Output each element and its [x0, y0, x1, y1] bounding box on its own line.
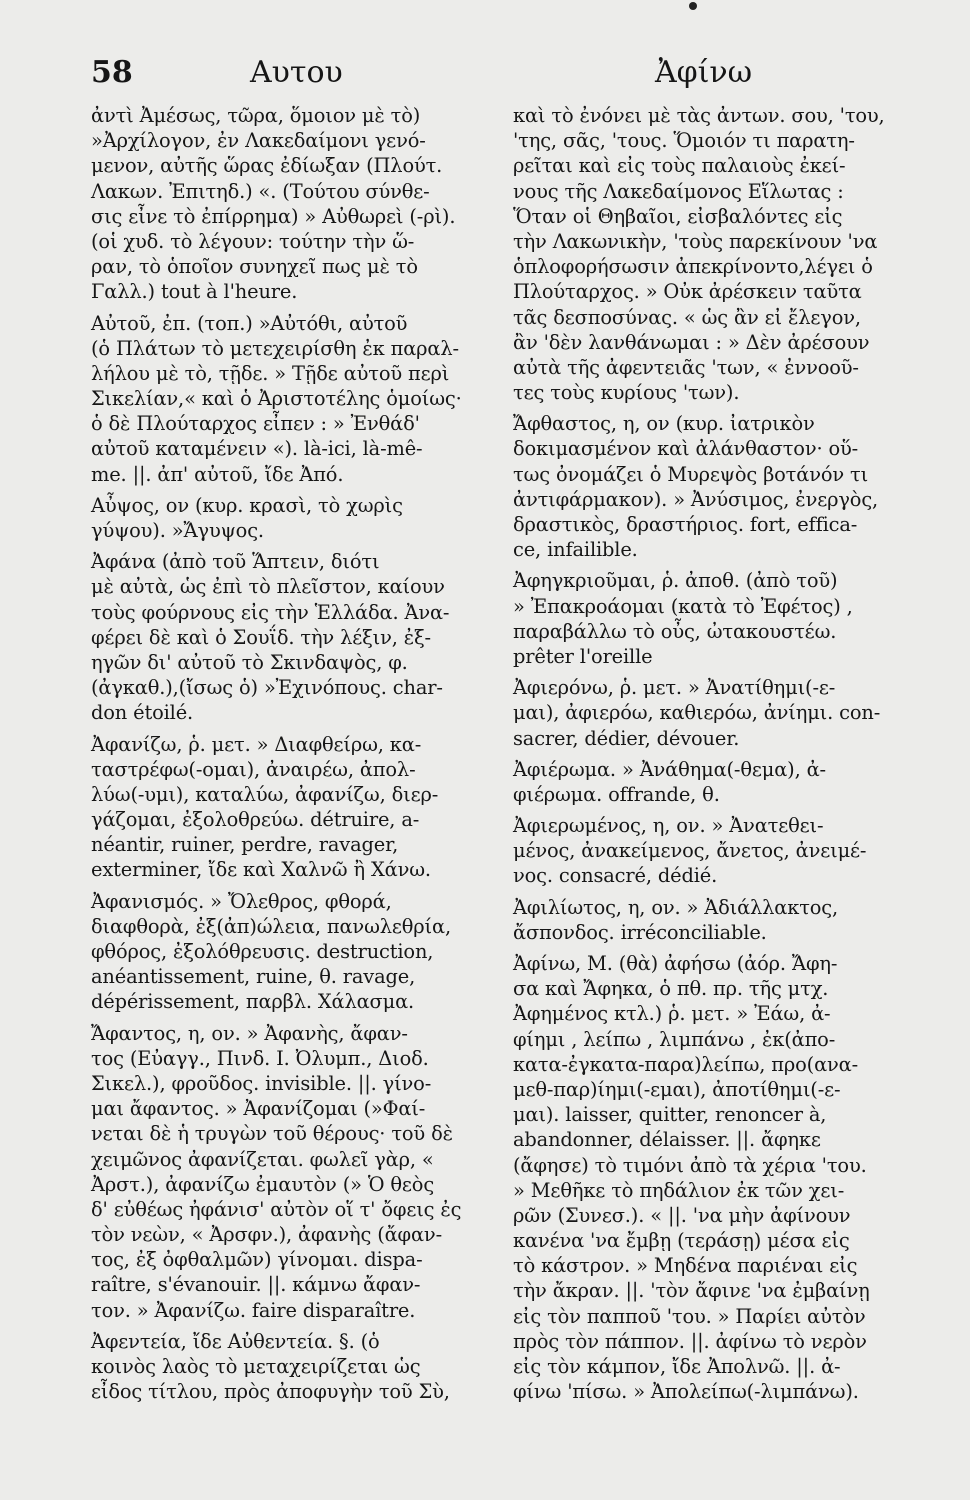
text-line: Γαλλ.) tout à l'heure. — [91, 280, 298, 304]
text-line: εἰς τὸν παπποῦ 'του. » Παρίει αὐτὸν — [513, 1304, 866, 1328]
text-line: κατα-ἐγκατα-παρα)λείπω, προ(ανα- — [513, 1052, 858, 1076]
text-line: τος (Εὐαγγ., Πινδ. Ι. Ὀλυμπ., Διοδ. — [91, 1046, 429, 1070]
text-line: ὁπλοφορήσωσιν ἀπεκρίνοντο,λέγει ὁ — [513, 255, 873, 279]
text-line: νους τῆς Λακεδαίμονος Εἵλωτας : — [513, 179, 844, 203]
text-line: néantir, ruiner, perdre, ravager, — [91, 833, 399, 857]
text-line: λήλου μὲ τὸ, τῇδε. » Τῇδε αὐτοῦ περὶ — [91, 361, 450, 385]
text-line: σα καὶ Ἄφηκα, ὁ πθ. πρ. τῆς μτχ. — [513, 977, 829, 1001]
text-line: abandonner, délaisser. ||. ἄφηκε — [513, 1128, 821, 1152]
text-line: τὴν Λακωνικὴν, 'τοὺς παρεκίνουν 'να — [513, 229, 878, 253]
text-line: τως ὀνομάζει ὁ Μυρεψὸς βοτάνόν τι — [513, 462, 869, 486]
text-line: τᾶς δεσποσύνας. « ὡς ἂν εἰ ἔλεγον, — [513, 305, 861, 329]
text-line: εἶδος τίτλου, πρὸς ἀποφυγὴν τοῦ Σὺ, — [91, 1380, 450, 1404]
text-line: δ' εὐθέως ἠφάνισ' αὐτὸν οἵ τ' ὄφεις ἐς — [91, 1197, 462, 1221]
page-number: 58 — [91, 55, 133, 90]
text-line: prêter l'oreille — [513, 644, 653, 668]
text-line: Ὅταν οἱ Θηβαῖοι, εἰσβαλόντες εἰς — [513, 204, 843, 228]
text-line: τες τοὺς κυρίους 'των). — [513, 381, 740, 405]
text-line: φιέρωμα. offrande, θ. — [513, 782, 720, 806]
text-line: τος, ἐξ ὀφθαλμῶν) γίνομαι. dispa- — [91, 1248, 423, 1272]
text-line: νος. consacré, dédié. — [513, 864, 718, 888]
text-line: κοινὸς λαὸς τὸ μεταχειρίζεται ὡς — [91, 1355, 421, 1378]
text-line: »Ἀρχίλογον, ἐν Λακεδαίμονι γενό- — [91, 129, 426, 153]
text-line: τὸν νεὼν, « Ἀρσφν.), ἀφανὴς (ἄφαν- — [91, 1223, 442, 1247]
text-line: τὸ κάστρον. » Μηδένα παριέναι εἰς — [513, 1254, 858, 1278]
text-line: ταστρέφω(-ομαι), ἀναιρέω, ἀπολ- — [91, 757, 416, 781]
text-line: μένος, ἀνακείμενος, ἄνετος, ἀνειμέ- — [513, 839, 867, 863]
right-column — [513, 103, 931, 1404]
text-line: raître, s'évanouir. ||. κάμνω ἄφαν- — [91, 1273, 421, 1297]
text-line: μενον, αὐτῆς ὥρας ἐδίωξαν (Πλούτ. — [91, 154, 443, 178]
text-line: κανένα 'να ἔμβῃ (τεράσῃ) μέσα εἰς — [513, 1229, 850, 1253]
text-line: ραν, τὸ ὁποῖον συνηχεῖ πως μὲ τὸ — [91, 255, 418, 279]
text-line: τοὺς φούρνους εἰς τὴν Ἑλλάδα. Ἀνα- — [91, 600, 450, 624]
text-line: Ἀφημένος κτλ.) ῥ. μετ. » Ἐάω, ἀ- — [513, 1002, 831, 1026]
text-line: 'της, σᾶς, 'τους. Ὅμοιόν τι παρατη- — [513, 129, 855, 153]
text-line: ἂν 'δὲν λανθάνωμαι : » Δὲν ἀρέσουν — [513, 330, 870, 354]
text-line: ἀντὶ Ἀμέσως, τῶρα, ὅμοιον μὲ τὸ) — [91, 104, 421, 127]
text-line: Ἄφαντος, η, ον. » Ἀφανὴς, ἄφαν- — [91, 1021, 408, 1045]
text-line: ἀντιφάρμακον). » Ἀνύσιμος, ἐνεργὸς, — [513, 487, 879, 511]
text-line: » Ἐπακροάομαι (κατὰ τὸ Ἐφέτος) , — [513, 594, 853, 618]
text-line: dépérissement, παρβλ. Χάλασμα. — [91, 990, 415, 1014]
text-line: ρεῖται καὶ εἰς τοὺς παλαιοὺς ἐκεί- — [513, 154, 846, 178]
text-line: anéantissement, ruine, θ. ravage, — [91, 965, 416, 989]
text-line: ρῶν (Συνεσ.). « ||. 'να μὴν ἀφίνουν — [513, 1203, 851, 1227]
text-line: Ἀφιερωμένος, η, ον. » Ἀνατεθει- — [513, 814, 824, 838]
text-line: πρὸς τὸν πάππον. ||. ἀφίνω τὸ νερὸν — [513, 1329, 867, 1353]
text-line: ἄσπονδος. irréconciliable. — [513, 920, 767, 944]
text-line: ce, infailible. — [513, 538, 638, 562]
text-line: Σικελίαν,« καὶ ὁ Ἀριστοτέλης ὁμοίως· — [91, 387, 462, 411]
text-line: φέρει δὲ καὶ ὁ Σουΐδ. τὴν λέξιν, ἐξ- — [91, 625, 431, 649]
text-line: δραστικὸς, δραστήριος. fort, effica- — [513, 513, 858, 536]
text-line: Αὖψος, ον (κυρ. κρασὶ, τὸ χωρὶς — [91, 493, 403, 517]
text-line: » Μεθῆκε τὸ πηδάλιον ἐκ τῶν χει- — [513, 1178, 845, 1202]
text-line: αὐτὰ τῆς ἀφεντειᾶς 'των, « ἐννοοῦ- — [513, 355, 859, 379]
text-line: Ἀφιερόνω, ῥ. μετ. » Ἀνατίθημι(-ε- — [513, 676, 836, 700]
text-line: exterminer, ἴδε καὶ Χαλνῶ ἢ Χάνω. — [91, 858, 431, 882]
text-line: Ἀφανισμός. » Ὄλεθρος, φθορά, — [91, 889, 392, 913]
text-line: ὁ δὲ Πλούταρχος εἶπεν : » Ἐνθάδ' — [91, 412, 420, 436]
text-line: τὴν ἄκραν. ||. 'τὸν ἄφινε 'να ἐμβαίνῃ — [513, 1279, 870, 1303]
left-column — [91, 103, 486, 1404]
text-line: καὶ τὸ ἐνόνει μὲ τὰς ἀντων. σου, 'του, — [513, 104, 885, 127]
text-line: Ἀφεντεία, ἴδε Αὐθεντεία. §. (ὁ — [91, 1329, 380, 1353]
text-line: τον. » Ἀφανίζω. faire disparaître. — [91, 1298, 416, 1322]
text-line: don étoilé. — [91, 701, 194, 725]
text-line: μαι ἄφαντος. » Ἀφανίζομαι (»Φαί- — [91, 1097, 426, 1121]
text-line: Ἀφιλίωτος, η, ον. » Ἀδιάλλακτος, — [513, 895, 839, 919]
text-line: μαι). laisser, quitter, renoncer à, — [513, 1103, 827, 1127]
text-line: Ἀφανίζω, ῥ. μετ. » Διαφθείρω, κα- — [91, 732, 422, 756]
text-line: (ὁ Πλάτων τὸ μετεχειρίσθη ἐκ παραλ- — [91, 336, 459, 360]
text-line: λύω(-υμι), καταλύω, ἀφανίζω, διερ- — [91, 782, 439, 806]
text-line: φίνω 'πίσω. » Ἀπολείπω(-λιμπάνω). — [513, 1380, 859, 1404]
text-line: παραβάλλω τὸ οὖς, ὠτακουστέω. — [513, 619, 837, 643]
text-line: μὲ αὐτὰ, ὡς ἐπὶ τὸ πλεῖστον, καίουν — [91, 575, 445, 599]
text-line: αὐτοῦ καταμένειν «). là-ici, là-mê- — [91, 437, 423, 461]
text-line: διαφθορὰ, ἐξ(ἀπ)ώλεια, πανωλεθρία, — [91, 914, 451, 938]
text-line: Ἀφηγκριοῦμαι, ῥ. ἀποθ. (ἀπὸ τοῦ) — [513, 569, 838, 593]
text-line: εἰς τὸν κάμπον, ἴδε Ἀπολνῶ. ||. ἀ- — [513, 1355, 841, 1378]
text-line: (ἄφησε) τὸ τιμόνι ἀπὸ τὰ χέρια 'του. — [513, 1153, 867, 1177]
text-line: Ἀφίνω, Μ. (θὰ) ἀφήσω (ἀόρ. Ἄφη- — [513, 952, 838, 975]
text-line: sacrer, dédier, dévouer. — [513, 726, 740, 750]
text-line: Ἀφάνα (ἀπὸ τοῦ Ἅπτειν, διότι — [91, 550, 380, 574]
text-line: σις εἶνε τὸ ἐπίρρημα) » Αὐθωρεὶ (-ρὶ). — [91, 204, 456, 228]
text-line: ηγῶν δι' αὐτοῦ τὸ Σκινδαψὸς, φ. — [91, 650, 408, 674]
text-line: φθόρος, ἐξολόθρευσις. destruction, — [91, 940, 434, 963]
text-line: (ἀγκαθ.),(ἴσως ὁ) »Ἐχινόπους. char- — [91, 676, 443, 700]
text-line: Ἄφθαστος, η, ον (κυρ. ἰατρικὸν — [513, 412, 815, 436]
text-line: (οἱ χυδ. τὸ λέγουν: τούτην τὴν ὥ- — [91, 229, 415, 253]
text-line: μαι), ἀφιερόω, καθιερόω, ἀνίημι. con- — [513, 701, 881, 725]
text-line: δοκιμασμένον καὶ ἀλάνθαστον· οὕ- — [513, 437, 859, 461]
text-line: Αὐτοῦ, ἐπ. (τοπ.) »Αὐτόθι, αὐτοῦ — [91, 311, 408, 335]
text-line: χειμῶνος ἀφανίζεται. φωλεῖ γὰρ, « — [91, 1147, 434, 1171]
left-running-head: Αυτου — [250, 55, 343, 90]
text-line: Σικελ.), φροῦδος. invisible. ||. γίνο- — [91, 1071, 432, 1095]
right-running-head: Ἀφίνω — [655, 55, 753, 90]
text-line: φίημι , λείπω , λιμπάνω , ἐκ(ἀπο- — [513, 1027, 836, 1051]
text-line: me. ||. ἀπ' αὐτοῦ, ἴδε Ἀπό. — [91, 462, 344, 486]
text-line: Ἀρστ.), ἀφανίζω ἐμαυτὸν (» Ὁ θεὸς — [91, 1172, 435, 1196]
text-line: Πλούταρχος. » Οὐκ ἀρέσκειν ταῦτα — [513, 280, 862, 304]
text-line: Λακων. Ἐπιτηδ.) «. (Τούτου σύνθε- — [91, 179, 430, 203]
text-line: Ἀφιέρωμα. » Ἀνάθημα(-θεμα), ἀ- — [513, 757, 826, 781]
text-line: μεθ-παρ)ίημι(-εμαι), ἀποτίθημι(-ε- — [513, 1077, 841, 1101]
text-line: γύψου). »Ἄγυψος. — [91, 519, 264, 542]
text-line: γάζομαι, ἐξολοθρεύω. détruire, a- — [91, 808, 420, 832]
ink-dot — [689, 2, 697, 10]
text-line: νεται δὲ ἡ τρυγὼν τοῦ θέρους· τοῦ δὲ — [91, 1122, 453, 1146]
